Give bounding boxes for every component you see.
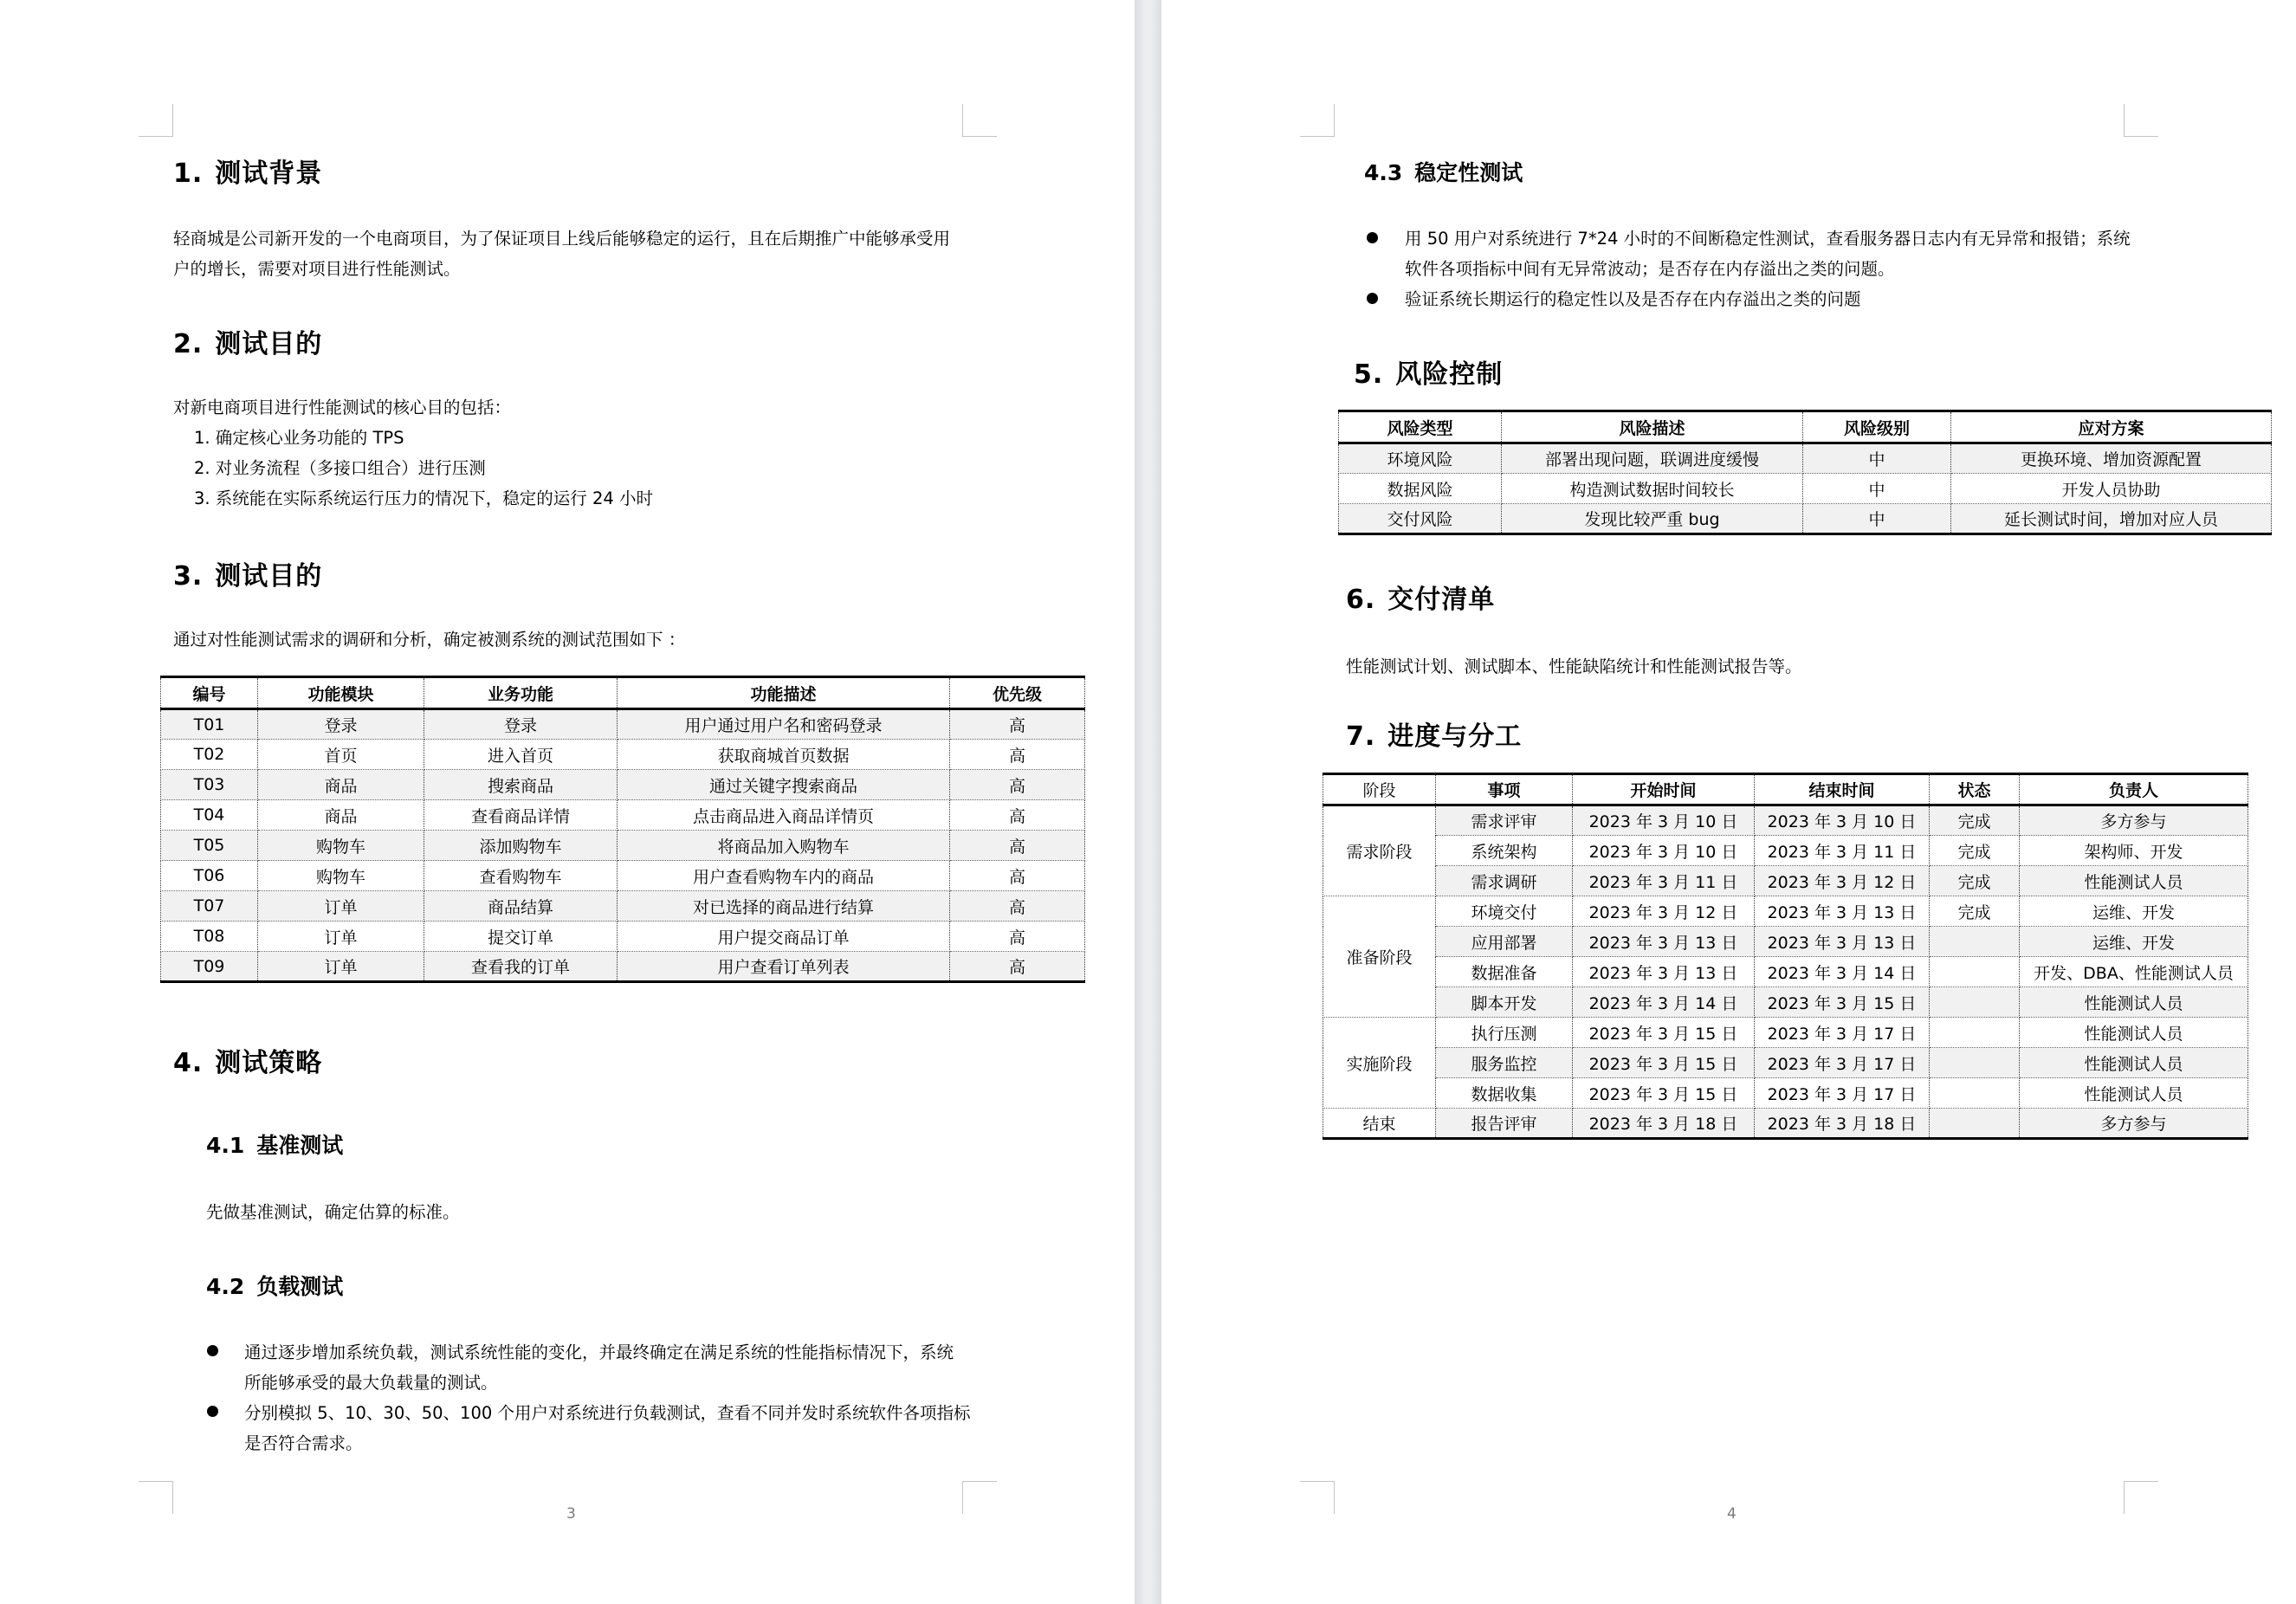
table-cell: 交付风险 — [1339, 504, 1502, 534]
table-cell: 发现比较严重 bug — [1502, 504, 1803, 534]
table-cell: 高 — [950, 770, 1085, 800]
table-row — [161, 952, 1085, 982]
document-page-4 — [1161, 0, 2296, 1604]
column-header: 结束时间 — [1755, 774, 1930, 805]
heading-section-4-3: 4.3 稳定性测试 — [1364, 160, 1523, 185]
table-cell: 部署出现问题，联调进度缓慢 — [1502, 443, 1803, 474]
table-cell — [1930, 1018, 2020, 1048]
table-cell: 查看购物车 — [424, 861, 618, 891]
table-cell: 搜索商品 — [424, 770, 618, 800]
risk-table — [1338, 410, 2272, 535]
table-cell: 提交订单 — [424, 922, 618, 952]
table-cell: 2023 年 3 月 15 日 — [1755, 987, 1930, 1018]
table-cell: 2023 年 3 月 15 日 — [1573, 1048, 1755, 1078]
list-item: 1. 确定核心业务功能的 TPS — [194, 428, 404, 448]
corner-mark-top-left — [1300, 104, 1335, 137]
table-cell: 中 — [1803, 474, 1951, 504]
table-cell: 数据准备 — [1436, 957, 1573, 987]
bullet-icon — [1367, 293, 1378, 304]
table-cell: 商品 — [258, 770, 424, 800]
table-cell: 点击商品进入商品详情页 — [618, 800, 950, 831]
table-cell: 查看商品详情 — [424, 800, 618, 831]
table-cell: 高 — [950, 831, 1085, 861]
table-row — [161, 831, 1085, 861]
column-header: 优先级 — [950, 677, 1085, 709]
table-cell: 性能测试人员 — [2020, 1078, 2248, 1109]
column-header: 应对方案 — [1951, 411, 2272, 443]
table-cell: 登录 — [258, 709, 424, 740]
table-cell: 环境风险 — [1339, 443, 1502, 474]
table-cell: T08 — [161, 922, 258, 952]
table-cell: 购物车 — [258, 861, 424, 891]
table-cell: 需求评审 — [1436, 805, 1573, 836]
bullet-icon — [207, 1406, 218, 1417]
scope-table — [160, 676, 1085, 983]
paragraph-objectives-intro: 对新电商项目进行性能测试的核心目的包括： — [173, 398, 512, 417]
bullet-icon — [207, 1345, 218, 1356]
heading-section-6: 6. 交付清单 — [1346, 585, 1496, 615]
table-cell: 2023 年 3 月 14 日 — [1573, 987, 1755, 1018]
table-cell — [1930, 1109, 2020, 1139]
phase-cell: 需求阶段 — [1323, 805, 1436, 896]
table-cell: 2023 年 3 月 18 日 — [1755, 1109, 1930, 1139]
heading-section-1: 1. 测试背景 — [173, 158, 323, 189]
table-cell: 开发、DBA、性能测试人员 — [2020, 957, 2248, 987]
column-header: 功能模块 — [258, 677, 424, 709]
paragraph-background: 轻商城是公司新开发的一个电商项目，为了保证项目上线后能够稳定的运行，且在后期推广中能够承受用 户的增长，需要对项目进行性能测试。 — [173, 229, 951, 279]
table-row — [1323, 1018, 2248, 1048]
table-cell — [1930, 1048, 2020, 1078]
table-cell: 通过关键字搜索商品 — [618, 770, 950, 800]
table-cell: 2023 年 3 月 13 日 — [1755, 927, 1930, 957]
table-cell: 2023 年 3 月 17 日 — [1755, 1048, 1930, 1078]
table-cell: T05 — [161, 831, 258, 861]
table-row — [161, 861, 1085, 891]
table-cell: 首页 — [258, 740, 424, 770]
table-cell: 2023 年 3 月 13 日 — [1755, 896, 1930, 927]
table-cell: 高 — [950, 952, 1085, 982]
page-gutter — [1135, 0, 1161, 1604]
table-row — [1323, 805, 2248, 836]
table-cell: 将商品加入购物车 — [618, 831, 950, 861]
table-cell: 高 — [950, 740, 1085, 770]
table-cell: 商品结算 — [424, 891, 618, 922]
paragraph-baseline: 先做基准测试，确定估算的标准。 — [206, 1202, 460, 1222]
table-cell: 查看我的订单 — [424, 952, 618, 982]
column-header: 风险类型 — [1339, 411, 1502, 443]
table-cell: 2023 年 3 月 15 日 — [1573, 1018, 1755, 1048]
table-cell: 完成 — [1930, 836, 2020, 866]
table-cell: 2023 年 3 月 10 日 — [1573, 836, 1755, 866]
table-cell: 2023 年 3 月 11 日 — [1755, 836, 1930, 866]
table-cell: 完成 — [1930, 866, 2020, 896]
column-header: 风险描述 — [1502, 411, 1803, 443]
page-number: 3 — [566, 1505, 576, 1523]
table-cell: 运维、开发 — [2020, 896, 2248, 927]
table-cell: 性能测试人员 — [2020, 987, 2248, 1018]
table-cell: 多方参与 — [2020, 1109, 2248, 1139]
table-cell: 报告评审 — [1436, 1109, 1573, 1139]
column-header: 风险级别 — [1803, 411, 1951, 443]
heading-section-5: 5. 风险控制 — [1354, 359, 1504, 390]
table-cell: 获取商城首页数据 — [618, 740, 950, 770]
bullet-item: 用 50 用户对系统进行 7*24 小时的不间断稳定性测试，查看服务器日志内有无异常和报错；系统 软件各项指标中间有无异常波动；是否存在内存溢出之类的问题。 — [1405, 229, 2131, 279]
table-row — [161, 709, 1085, 740]
column-header: 编号 — [161, 677, 258, 709]
corner-mark-top-left — [139, 104, 173, 137]
table-cell: 更换环境、增加资源配置 — [1951, 443, 2272, 474]
heading-section-4-1: 4.1 基准测试 — [206, 1133, 344, 1158]
table-cell: 环境交付 — [1436, 896, 1573, 927]
table-cell: 数据收集 — [1436, 1078, 1573, 1109]
table-row — [1323, 896, 2248, 927]
table-row — [1323, 957, 2248, 987]
table-cell: T06 — [161, 861, 258, 891]
corner-mark-top-right — [962, 104, 997, 137]
column-header: 事项 — [1436, 774, 1573, 805]
table-cell — [1930, 957, 2020, 987]
corner-mark-top-right — [2124, 104, 2158, 137]
table-cell — [1930, 927, 2020, 957]
table-cell: 2023 年 3 月 17 日 — [1755, 1018, 1930, 1048]
phase-cell: 准备阶段 — [1323, 896, 1436, 1018]
table-row — [1323, 1048, 2248, 1078]
table-row — [1323, 987, 2248, 1018]
schedule-table — [1323, 773, 2248, 1140]
page-number: 4 — [1727, 1505, 1737, 1523]
heading-section-7: 7. 进度与分工 — [1346, 721, 1523, 752]
table-cell: 2023 年 3 月 11 日 — [1573, 866, 1755, 896]
corner-mark-bottom-left — [1300, 1481, 1335, 1514]
table-row — [1323, 1109, 2248, 1139]
table-cell: 用户通过用户名和密码登录 — [618, 709, 950, 740]
table-cell: 高 — [950, 800, 1085, 831]
phase-cell: 实施阶段 — [1323, 1018, 1436, 1109]
table-cell: 性能测试人员 — [2020, 866, 2248, 896]
table-header-row — [161, 677, 1085, 709]
table-cell: 开发人员协助 — [1951, 474, 2272, 504]
column-header: 阶段 — [1323, 774, 1436, 805]
table-row — [1323, 927, 2248, 957]
table-cell: 需求调研 — [1436, 866, 1573, 896]
table-cell: 订单 — [258, 891, 424, 922]
table-cell: 完成 — [1930, 805, 2020, 836]
table-cell: 架构师、开发 — [2020, 836, 2248, 866]
corner-mark-bottom-left — [139, 1481, 173, 1514]
table-cell: T04 — [161, 800, 258, 831]
table-cell: 完成 — [1930, 896, 2020, 927]
table-cell: 高 — [950, 709, 1085, 740]
document-page-3 — [0, 0, 1135, 1604]
table-cell — [1930, 1078, 2020, 1109]
column-header: 负责人 — [2020, 774, 2248, 805]
phase-cell: 结束 — [1323, 1109, 1436, 1139]
table-cell: 用户查看订单列表 — [618, 952, 950, 982]
table-cell: 中 — [1803, 504, 1951, 534]
table-cell: T03 — [161, 770, 258, 800]
table-cell — [1930, 987, 2020, 1018]
table-cell: 用户查看购物车内的商品 — [618, 861, 950, 891]
table-cell: 多方参与 — [2020, 805, 2248, 836]
corner-mark-bottom-right — [962, 1481, 997, 1514]
table-header-row — [1339, 411, 2272, 443]
table-cell: 2023 年 3 月 15 日 — [1573, 1078, 1755, 1109]
table-row — [1339, 504, 2272, 534]
table-row — [161, 770, 1085, 800]
table-cell: 脚本开发 — [1436, 987, 1573, 1018]
table-cell: 2023 年 3 月 13 日 — [1573, 957, 1755, 987]
table-cell: 构造测试数据时间较长 — [1502, 474, 1803, 504]
bullet-icon — [1367, 232, 1378, 243]
table-row — [161, 922, 1085, 952]
table-cell: 2023 年 3 月 13 日 — [1573, 927, 1755, 957]
corner-mark-bottom-right — [2124, 1481, 2158, 1514]
table-cell: 执行压测 — [1436, 1018, 1573, 1048]
table-cell: 2023 年 3 月 17 日 — [1755, 1078, 1930, 1109]
numbered-list-objectives — [194, 423, 653, 514]
table-cell: 性能测试人员 — [2020, 1048, 2248, 1078]
table-cell: 2023 年 3 月 10 日 — [1573, 805, 1755, 836]
table-cell: 系统架构 — [1436, 836, 1573, 866]
table-cell: 2023 年 3 月 18 日 — [1573, 1109, 1755, 1139]
list-item: 2. 对业务流程（多接口组合）进行压测 — [194, 458, 486, 478]
heading-section-4-2: 4.2 负载测试 — [206, 1274, 344, 1299]
table-row — [1323, 1078, 2248, 1109]
table-cell: 运维、开发 — [2020, 927, 2248, 957]
bullet-item: 分别模拟 5、10、30、50、100 个用户对系统进行负载测试，查看不同并发时系统软件各项指标 是否符合需求。 — [244, 1403, 971, 1453]
table-cell: 订单 — [258, 922, 424, 952]
table-row — [1323, 836, 2248, 866]
table-row — [1339, 474, 2272, 504]
table-cell: 高 — [950, 861, 1085, 891]
table-cell: 2023 年 3 月 10 日 — [1755, 805, 1930, 836]
table-header-row — [1323, 774, 2248, 805]
paragraph-scope-intro: 通过对性能测试需求的调研和分析，确定被测系统的测试范围如下 ： — [173, 630, 686, 650]
table-cell: T01 — [161, 709, 258, 740]
table-cell: 登录 — [424, 709, 618, 740]
table-cell: T07 — [161, 891, 258, 922]
table-cell: 进入首页 — [424, 740, 618, 770]
bullet-item: 验证系统长期运行的稳定性以及是否存在内存溢出之类的问题 — [1405, 289, 1861, 309]
table-cell: T02 — [161, 740, 258, 770]
table-cell: 高 — [950, 922, 1085, 952]
table-cell: 服务监控 — [1436, 1048, 1573, 1078]
column-header: 功能描述 — [618, 677, 950, 709]
heading-section-3: 3. 测试目的 — [173, 561, 323, 592]
table-row — [1339, 443, 2272, 474]
column-header: 开始时间 — [1573, 774, 1755, 805]
table-cell: 添加购物车 — [424, 831, 618, 861]
column-header: 状态 — [1930, 774, 2020, 805]
table-cell: 购物车 — [258, 831, 424, 861]
list-item: 3. 系统能在实际系统运行压力的情况下，稳定的运行 24 小时 — [194, 488, 654, 508]
table-cell: 2023 年 3 月 14 日 — [1755, 957, 1930, 987]
table-cell: 商品 — [258, 800, 424, 831]
table-cell: 应用部署 — [1436, 927, 1573, 957]
column-header: 业务功能 — [424, 677, 618, 709]
table-row — [161, 891, 1085, 922]
table-row — [161, 740, 1085, 770]
heading-section-2: 2. 测试目的 — [173, 329, 323, 359]
table-row — [161, 800, 1085, 831]
table-cell: 对已选择的商品进行结算 — [618, 891, 950, 922]
table-cell: 数据风险 — [1339, 474, 1502, 504]
table-cell: 高 — [950, 891, 1085, 922]
table-row — [1323, 866, 2248, 896]
table-cell: 2023 年 3 月 12 日 — [1573, 896, 1755, 927]
table-cell: 订单 — [258, 952, 424, 982]
bullet-item: 通过逐步增加系统负载，测试系统性能的变化，并最终确定在满足系统的性能指标情况下，系统 所能够承受的最大负载量的测试。 — [244, 1342, 954, 1393]
table-cell: 用户提交商品订单 — [618, 922, 950, 952]
heading-section-4: 4. 测试策略 — [173, 1048, 323, 1078]
table-cell: T09 — [161, 952, 258, 982]
table-cell: 中 — [1803, 443, 1951, 474]
paragraph-deliverables: 性能测试计划、测试脚本、性能缺陷统计和性能测试报告等。 — [1346, 656, 1802, 676]
table-cell: 2023 年 3 月 12 日 — [1755, 866, 1930, 896]
table-cell: 性能测试人员 — [2020, 1018, 2248, 1048]
table-cell: 延长测试时间，增加对应人员 — [1951, 504, 2272, 534]
